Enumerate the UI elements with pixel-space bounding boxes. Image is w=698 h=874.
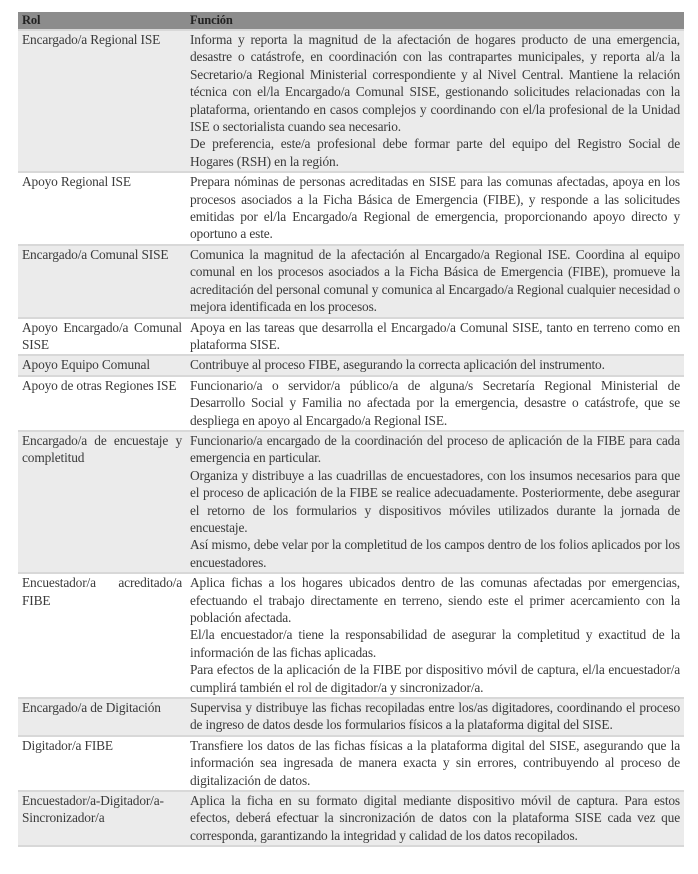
function-cell	[186, 698, 684, 736]
role-cell: Apoyo Regional ISE	[18, 172, 186, 245]
table-row	[18, 431, 684, 573]
function-cell	[186, 172, 684, 245]
function-cell	[186, 30, 684, 172]
table-row	[18, 698, 684, 736]
function-paragraph: Informa y reporta la magnitud de la afectación de hogares producto de una emergencia, desastre o catástrofe, en coordinación con las contrapartes municipales, y reporta al/a la Secretario/a Regional Ministerial correspondiente y al Nivel Central. Mantiene la relación técnica con el/la Encargado/a Comunal SISE, gestionando solicitudes relacionadas con la plataforma, orientando en casos complejos y coordinando con el/la profesional de la Unidad ISE o sectorialista cuando sea necesario.	[190, 32, 680, 135]
function-paragraph: Supervisa y distribuye las fichas recopiladas entre los/as digitadores, coordinando el proceso de ingreso de datos desde los formularios físicos a la plataforma digital del SISE.	[190, 700, 680, 733]
function-paragraph: Así mismo, debe velar por la completitud de los campos dentro de los folios aplicados por los encuestadores.	[190, 537, 680, 570]
function-paragraph: Organiza y distribuye a las cuadrillas de encuestadores, con los insumos necesarios para que el proceso de aplicación de la FIBE se realice adecuadamente. Posteriormente, debe asegurar el retorno de los formularios y dispositivos móviles utilizados durante la jornada de encuestaje.	[190, 467, 680, 535]
function-cell	[186, 791, 684, 846]
table-row	[18, 355, 684, 375]
function-paragraph: Funcionario/a o servidor/a público/a de alguna/s Secretaría Regional Ministerial de Desarrollo Social y Familia no afectada por la emergencia, desastre o catástrofe, que se despliega en apoyo al Encargado/a Regional ISE.	[190, 377, 680, 428]
function-cell	[186, 376, 684, 431]
role-cell: Digitador/a FIBE	[18, 736, 186, 791]
function-cell	[186, 573, 684, 698]
function-paragraph: El/la encuestador/a tiene la responsabilidad de asegurar la completitud y exactitud de la información de las fichas aplicadas.	[190, 627, 680, 660]
role-cell: Apoyo de otras Regiones ISE	[18, 376, 186, 431]
table-row	[18, 791, 684, 846]
function-paragraph: Funcionario/a encargado de la coordinación del proceso de aplicación de la FIBE para cada emergencia en particular.	[190, 432, 680, 466]
table-row	[18, 736, 684, 791]
function-cell	[186, 318, 684, 356]
table-row	[18, 573, 684, 698]
role-cell: Encuestador/a acreditado/a FIBE	[18, 573, 186, 698]
function-paragraph: Contribuye al proceso FIBE, asegurando la correcta aplicación del instrumento.	[190, 357, 605, 373]
function-paragraph: De preferencia, este/a profesional debe formar parte del equipo del Registro Social de Hogares (RSH) en la región.	[190, 136, 680, 169]
function-paragraph: Transfiere los datos de las fichas físicas a la plataforma digital del SISE, asegurando que la información sea ingresada de manera exacta y sin errores, contribuyendo al proceso de digitalización de datos.	[190, 737, 680, 788]
role-cell: Encuestador/a-Digitador/a-Sincronizador/a	[18, 791, 186, 846]
table-row	[18, 172, 684, 245]
function-paragraph: Apoya en las tareas que desarrolla el Encargado/a Comunal SISE, tanto en terreno como en plataforma SISE.	[190, 319, 680, 352]
function-cell	[186, 245, 684, 318]
function-paragraph: Prepara nóminas de personas acreditadas en SISE para las comunas afectadas, apoya en los procesos asociados a la Ficha Básica de Emergencia (FIBE), y responde a las solicitudes emitidas por el/la Encargado/a Regional de emergencia, proporcionando apoyo directo y oportuno a este.	[190, 174, 680, 242]
table-row	[18, 318, 684, 356]
role-cell: Encargado/a Regional ISE	[18, 30, 186, 172]
table-row	[18, 245, 684, 318]
role-cell: Apoyo Equipo Comunal	[18, 355, 186, 375]
function-cell	[186, 431, 684, 573]
function-paragraph: Aplica la ficha en su formato digital mediante dispositivo móvil de captura. Para estos efectos, deberá efectuar la sincronización de datos con la plataforma SISE cada vez que corresponda, garantizando la integridad y calidad de los datos recopilados.	[190, 793, 680, 843]
table-body	[18, 30, 684, 846]
table-row	[18, 30, 684, 172]
table-header-row	[18, 12, 684, 30]
header-rol: Rol	[18, 12, 186, 30]
function-cell	[186, 355, 684, 375]
function-cell	[186, 736, 684, 791]
role-cell: Encargado/a de Digitación	[18, 698, 186, 736]
function-paragraph: Para efectos de la aplicación de la FIBE por dispositivo móvil de captura, el/la encuestador/a cumplirá también el rol de digitador/a y sincronizador/a.	[190, 662, 680, 695]
function-paragraph: Aplica fichas a los hogares ubicados dentro de las comunas afectadas por emergencias, efectuando el trabajo directamente en terreno, siendo este el primer acercamiento con la población afectada.	[190, 575, 680, 625]
role-cell: Encargado/a de encuestaje y completitud	[18, 431, 186, 573]
header-funcion: Función	[186, 12, 684, 30]
role-cell: Apoyo Encargado/a Comunal SISE	[18, 318, 186, 356]
role-cell: Encargado/a Comunal SISE	[18, 245, 186, 318]
function-paragraph: Comunica la magnitud de la afectación al Encargado/a Regional ISE. Coordina al equipo comunal en los procesos asociados a la Ficha Básica de Emergencia (FIBE), promueve la acreditación del personal comunal y comunica al Encargado/a Regional cualquier necesidad o mejora identificada en los procesos.	[190, 246, 680, 315]
table-row	[18, 376, 684, 431]
roles-table	[18, 12, 684, 847]
